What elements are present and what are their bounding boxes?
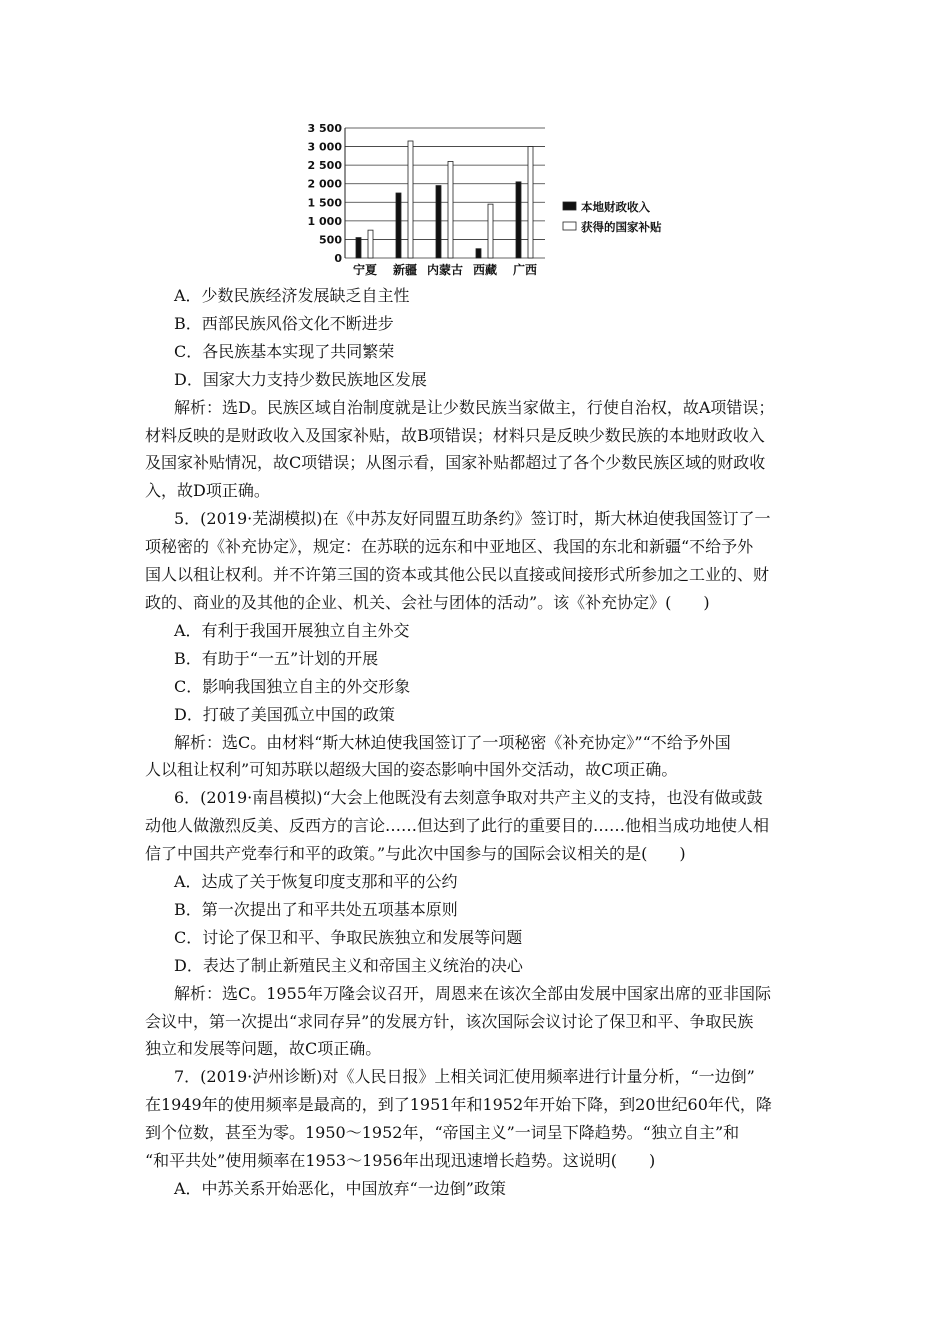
bar bbox=[448, 161, 453, 258]
y-tick-label: 500 bbox=[319, 233, 342, 247]
text-line: 解析：选C。1955年万隆会议召开，周恩来在该次全部由发展中国家出席的亚非国际 bbox=[174, 983, 771, 1003]
text-line: 及国家补贴情况，故C项错误；从图示看，国家补贴都超过了各个少数民族区域的财政收 bbox=[145, 453, 766, 473]
bar bbox=[356, 238, 361, 258]
y-tick-label: 1 500 bbox=[307, 196, 342, 210]
text-line: 解析：选D。民族区域自治制度就是让少数民族当家做主，行使自治权，故A项错误； bbox=[174, 397, 775, 417]
text-line: D．国家大力支持少数民族地区发展 bbox=[174, 369, 427, 389]
legend-swatch bbox=[563, 202, 576, 210]
text-line: A．有利于我国开展独立自主外交 bbox=[174, 620, 410, 640]
bar bbox=[488, 204, 493, 258]
text-line: D．表达了制止新殖民主义和帝国主义统治的决心 bbox=[174, 955, 523, 975]
x-category-label: 宁夏 bbox=[352, 263, 378, 277]
y-tick-label: 2 000 bbox=[307, 177, 342, 191]
text-line: C．各民族基本实现了共同繁荣 bbox=[174, 341, 395, 361]
bar bbox=[396, 193, 401, 258]
text-line: 会议中，第一次提出“求同存异”的发展方针，该次国际会议讨论了保卫和平、争取民族 bbox=[145, 1011, 754, 1031]
text-line: 解析：选C。由材料“斯大林迫使我国签订了一项秘密《补充协定》”“不给予外国 bbox=[174, 732, 731, 752]
text-line: 项秘密的《补充协定》，规定：在苏联的远东和中亚地区、我国的东北和新疆“不给予外 bbox=[145, 537, 754, 557]
x-category-label: 内蒙古 bbox=[426, 263, 464, 277]
text-line: A．达成了关于恢复印度支那和平的公约 bbox=[174, 872, 458, 892]
bar bbox=[436, 186, 441, 258]
legend-label: 获得的国家补贴 bbox=[581, 220, 662, 234]
text-line: A．少数民族经济发展缺乏自主性 bbox=[174, 286, 410, 305]
legend-swatch bbox=[563, 222, 576, 230]
text-line: 政的、商业的及其他的企业、机关、会社与团体的活动”。该《补充协定》( ) bbox=[145, 592, 710, 612]
text-line: 7．(2019·泸州诊断)对《人民日报》上相关词汇使用频率进行计量分析，“一边倒” bbox=[174, 1067, 755, 1087]
x-category-label: 西藏 bbox=[472, 263, 498, 277]
text-line: 人以租让权利”可知苏联以超级大国的姿态影响中国外交活动，故C项正确。 bbox=[145, 760, 678, 780]
text-line: 到个位数，甚至为零。1950～1952年，“帝国主义”一词呈下降趋势。“独立自主”和 bbox=[145, 1123, 740, 1143]
legend-label: 本地财政收入 bbox=[581, 200, 650, 214]
text-line: 信了中国共产党奉行和平的政策。”与此次中国参与的国际会议相关的是( ) bbox=[145, 844, 686, 864]
text-line: 材料反映的是财政收入及国家补贴，故B项错误；材料只是反映少数民族的本地财政收入 bbox=[145, 425, 765, 445]
text-line: A．中苏关系开始恶化，中国放弃“一边倒”政策 bbox=[174, 1179, 506, 1198]
text-line: B．西部民族风俗文化不断进步 bbox=[174, 313, 394, 333]
bar bbox=[516, 182, 521, 258]
question-text bbox=[145, 282, 825, 1203]
x-category-label: 新疆 bbox=[392, 263, 418, 277]
bar bbox=[408, 141, 413, 258]
text-line: 入，故D项正确。 bbox=[145, 481, 270, 501]
y-tick-label: 3 000 bbox=[307, 140, 342, 154]
text-line: “和平共处”使用频率在1953～1956年出现迅速增长趋势。这说明( ) bbox=[145, 1151, 656, 1171]
text-line: B．第一次提出了和平共处五项基本原则 bbox=[174, 899, 458, 919]
y-tick-label: 0 bbox=[334, 252, 342, 265]
text-line: C．讨论了保卫和平、争取民族独立和发展等问题 bbox=[174, 927, 523, 947]
text-line: 动他人做激烈反美、反西方的言论……但达到了此行的重要目的……他相当成功地使人相 bbox=[145, 816, 770, 836]
x-category-label: 广西 bbox=[512, 263, 538, 277]
text-line: 6．(2019·南昌模拟)“大会上他既没有去刻意争取对共产主义的支持，也没有做或鼓 bbox=[174, 788, 763, 808]
text-line: 在1949年的使用频率是最高的，到了1951年和1952年开始下降，到20世纪60年代，降 bbox=[145, 1095, 772, 1115]
bar bbox=[368, 230, 373, 258]
bar bbox=[476, 249, 481, 258]
text-line: B．有助于“一五”计划的开展 bbox=[174, 648, 379, 668]
y-tick-label: 1 000 bbox=[307, 214, 342, 228]
text-line: 独立和发展等问题，故C项正确。 bbox=[145, 1039, 382, 1059]
text-line: 5．(2019·芜湖模拟)在《中苏友好同盟互助条约》签订时，斯大林迫使我国签订了一 bbox=[174, 509, 771, 529]
y-tick-label: 2 500 bbox=[307, 159, 342, 173]
fiscal-bar-chart bbox=[300, 118, 720, 290]
text-line: C．影响我国独立自主的外交形象 bbox=[174, 676, 411, 696]
text-line: 国人以租让权利。并不许第三国的资本或其他公民以直接或间接形式所参加之工业的、财 bbox=[145, 565, 770, 585]
text-line: D．打破了美国孤立中国的政策 bbox=[174, 704, 395, 724]
bar bbox=[528, 147, 533, 258]
y-tick-label: 3 500 bbox=[307, 122, 342, 135]
